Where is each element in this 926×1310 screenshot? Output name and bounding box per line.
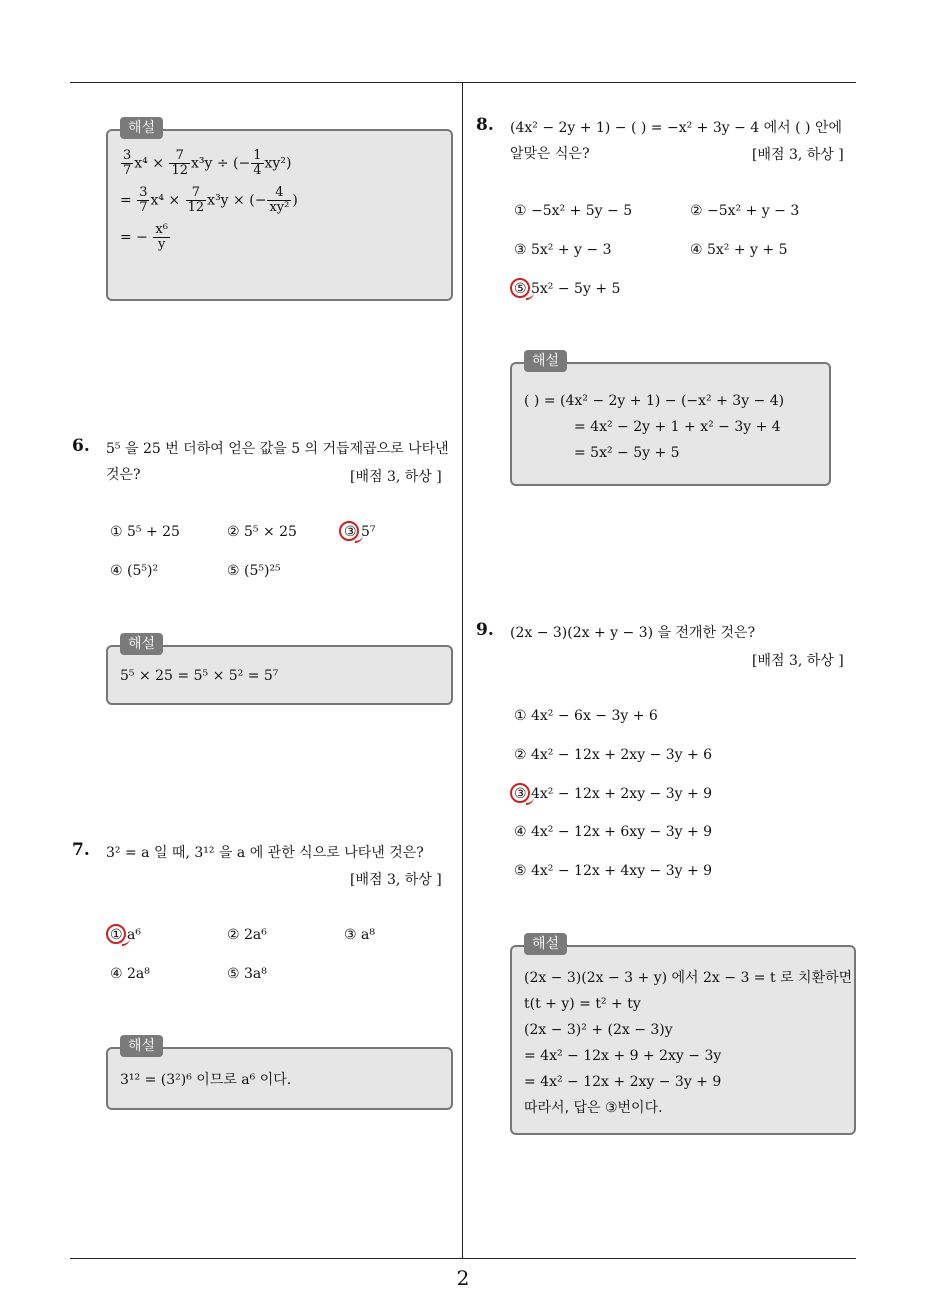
question-text: (4x² − 2y + 1) − ( ) = −x² + 3y − 4 에서 ( ) 안에 알맞은 식은? bbox=[510, 120, 843, 162]
explanation-tag: 해설 bbox=[120, 633, 163, 655]
bottom-rule bbox=[70, 1258, 856, 1259]
solution-line: = $\frac{3}{7}$ x⁴ × $\frac{7}{12}$ x³y × (− $\frac{4}{\text{xy²}}$ ) bbox=[120, 185, 298, 215]
choice-1[interactable]: ① −5x² + 5y − 5 bbox=[514, 203, 633, 219]
choice-3[interactable]: ③ 5x² + y − 3 bbox=[514, 242, 612, 258]
choice-2[interactable]: ② 4x² − 12x + 2xy − 3y + 6 bbox=[514, 747, 713, 763]
explanation-tag: 해설 bbox=[120, 1035, 163, 1057]
page-number: 2 bbox=[456, 1266, 470, 1290]
question-text: 3² = a 일 때, 3¹² 을 a 에 관한 식으로 나타낸 것은? bbox=[106, 845, 424, 861]
solution-box-q7 bbox=[106, 1038, 453, 1110]
choice-4[interactable]: ④ (5⁵)² bbox=[110, 563, 159, 579]
solution-line: (2x − 3)(2x − 3 + y) 에서 2x − 3 = t 로 치환하면 bbox=[524, 970, 853, 986]
explanation-tag: 해설 bbox=[120, 117, 163, 139]
question-text: (2x − 3)(2x + y − 3) 을 전개한 것은? bbox=[510, 625, 756, 641]
top-rule bbox=[70, 82, 856, 83]
choice-1[interactable]: ① 5⁵ + 25 bbox=[110, 524, 180, 540]
solution-line: = 4x² − 12x + 9 + 2xy − 3y bbox=[524, 1048, 722, 1064]
solution-line: = 4x² − 2y + 1 + x² − 3y + 4 bbox=[574, 419, 781, 435]
solution-box-q5 bbox=[106, 120, 453, 301]
choice-5[interactable]: ⑤ 5x² − 5y + 5 bbox=[514, 281, 621, 297]
choice-1[interactable]: ① 4x² − 6x − 3y + 6 bbox=[514, 708, 658, 724]
choice-1[interactable]: ① a⁶ bbox=[110, 927, 141, 943]
answer-circle-mark bbox=[106, 924, 126, 944]
choice-2[interactable]: ② 5⁵ × 25 bbox=[227, 524, 297, 540]
choice-3[interactable]: ③ a⁸ bbox=[344, 927, 375, 943]
choice-4[interactable]: ④ 4x² − 12x + 6xy − 3y + 9 bbox=[514, 824, 713, 840]
solution-line: 5⁵ × 25 = 5⁵ × 5² = 5⁷ bbox=[120, 668, 279, 684]
answer-circle-mark bbox=[339, 521, 359, 541]
solution-box-q9 bbox=[510, 936, 856, 1135]
choice-5[interactable]: ⑤ 4x² − 12x + 4xy − 3y + 9 bbox=[514, 863, 713, 879]
question-number: 6. bbox=[72, 436, 90, 456]
question-number: 9. bbox=[476, 620, 494, 640]
explanation-tag: 해설 bbox=[524, 350, 567, 372]
solution-line: = − $\frac{\text{x⁶}}{y}$ bbox=[120, 222, 168, 252]
choice-2[interactable]: ② 2a⁶ bbox=[227, 927, 267, 943]
answer-circle-mark bbox=[510, 278, 530, 298]
solution-box-q6 bbox=[106, 636, 453, 705]
choice-3[interactable]: ③ 4x² − 12x + 2xy − 3y + 9 bbox=[514, 786, 713, 802]
solution-line: (2x − 3)² + (2x − 3)y bbox=[524, 1022, 673, 1038]
solution-line: $\frac{3}{7}$ x⁴ × $\frac{7}{12}$ x³y ÷ (− $\frac{1}{4}$ xy²) bbox=[123, 148, 292, 178]
solution-line: 따라서, 답은 ③번이다. bbox=[524, 1100, 663, 1116]
choice-5[interactable]: ⑤ (5⁵)²⁵ bbox=[227, 563, 281, 579]
score-label: [배점 3, 하상 ] bbox=[350, 469, 442, 485]
score-label: [배점 3, 하상 ] bbox=[752, 147, 844, 163]
choice-2[interactable]: ② −5x² + y − 3 bbox=[690, 203, 800, 219]
choice-3[interactable]: ③ 5⁷ bbox=[344, 524, 376, 540]
solution-line: t(t + y) = t² + ty bbox=[524, 996, 641, 1012]
choice-4[interactable]: ④ 5x² + y + 5 bbox=[690, 242, 788, 258]
solution-line: ( ) = (4x² − 2y + 1) − (−x² + 3y − 4) bbox=[524, 393, 785, 409]
column-divider bbox=[462, 83, 463, 1258]
choice-5[interactable]: ⑤ 3a⁸ bbox=[227, 966, 267, 982]
solution-box-q8 bbox=[510, 353, 831, 486]
score-label: [배점 3, 하상 ] bbox=[350, 872, 442, 888]
question-text: 5⁵ 을 25 번 더하여 얻은 값을 5 의 거듭제곱으로 나타낸 것은? bbox=[106, 441, 449, 483]
explanation-tag: 해설 bbox=[524, 933, 567, 955]
solution-line: 3¹² = (3²)⁶ 이므로 a⁶ 이다. bbox=[120, 1072, 292, 1088]
solution-line: = 5x² − 5y + 5 bbox=[574, 445, 680, 461]
question-number: 8. bbox=[476, 115, 494, 135]
solution-line: = 4x² − 12x + 2xy − 3y + 9 bbox=[524, 1074, 722, 1090]
choice-4[interactable]: ④ 2a⁸ bbox=[110, 966, 150, 982]
score-label: [배점 3, 하상 ] bbox=[752, 653, 844, 669]
answer-circle-mark bbox=[510, 783, 530, 803]
question-number: 7. bbox=[72, 840, 90, 860]
